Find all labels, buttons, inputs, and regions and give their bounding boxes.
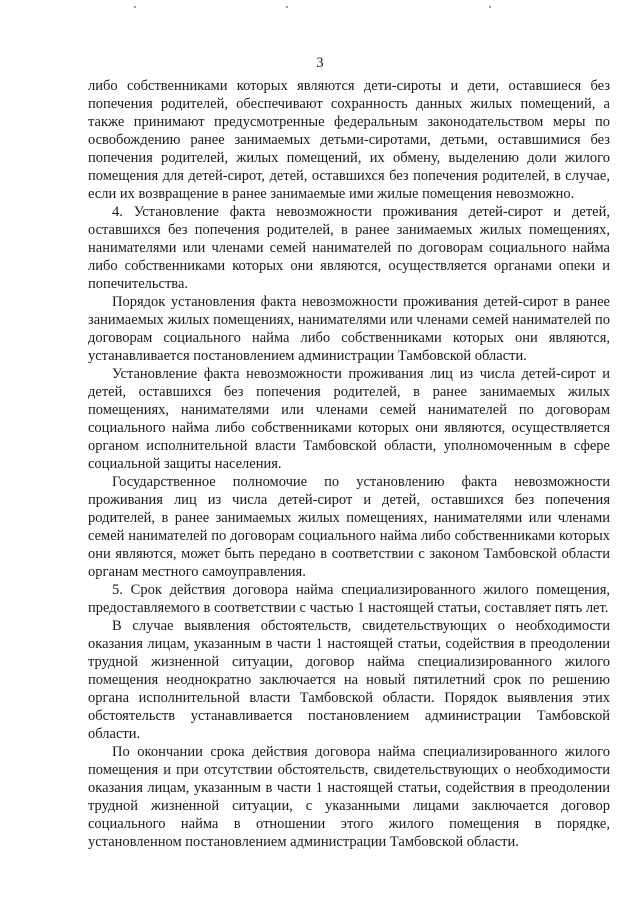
document-body xyxy=(88,77,610,851)
paragraph: По окончании срока действия договора найма специализированного жилого помещения и при отсутствии обстоятельств, свидетельствующих о необходимости оказания лицам, указанным в части 1 настоящей статьи, содействия в преодолении трудной жизненной ситуации, с указанными лицами заключается договор социального найма в отношении этого жилого помещения в порядке, установленном постановлением администрации Тамбовской области. xyxy=(88,744,610,850)
paragraph: Установление факта невозможности проживания лиц из числа детей-сирот и детей, оставшихся без попечения родителей, в ранее занимаемых жилых помещениях, нанимателями или членами семей нанимателей по договорам социального найма либо собственниками которых они являются, осуществляется органом исполнительной власти Тамбовской области, уполномоченным в сфере социальной защиты населения. xyxy=(88,366,610,472)
paragraph: Порядок установления факта невозможности проживания детей-сирот в ранее занимаемых жилых помещениях, нанимателями или членами семей нанимателей по договорам социального найма либо собственниками которых они являются, устанавливается постановлением администрации Тамбовской области. xyxy=(88,294,610,364)
paragraph: Государственное полномочие по установлению факта невозможности проживания лиц из числа детей-сирот и детей, оставшихся без попечения родителей, в ранее занимаемых жилых помещениях, нанимателями или членами семей нанимателей по договорам социального найма либо собственниками которых они являются, может быть передано в соответствии с законом Тамбовской области органам местного самоуправления. xyxy=(88,474,610,580)
scan-speck xyxy=(134,6,136,8)
paragraph-item-4: 4. Установление факта невозможности проживания детей-сирот и детей, оставшихся без попечения родителей, в ранее занимаемых жилых помещениях, нанимателями или членами семей нанимателей по договорам социального найма либо собственниками которых они являются, осуществляется органами опеки и попечительства. xyxy=(88,204,610,292)
scan-specks xyxy=(0,0,640,20)
paragraph-continuation: либо собственниками которых являются дети-сироты и дети, оставшиеся без попечения родителей, обеспечивают сохранность данных жилых помещений, а также принимают предусмотренные федеральным законодательством меры по освобождению ранее занимаемых детьми-сиротами, детьми, оставшимися без попечения родителей, жилых помещений, их обмену, выделению доли жилого помещения для детей-сирот, детей, оставшихся без попечения родителей, в случае, если их возвращение в ранее занимаемые ими жилые помещения невозможно. xyxy=(88,78,610,202)
scan-speck xyxy=(286,6,288,8)
page-number: 3 xyxy=(316,55,324,71)
paragraph: В случае выявления обстоятельств, свидетельствующих о необходимости оказания лицам, указанным в части 1 настоящей статьи, содействия в преодолении трудной жизненной ситуации, договор найма специализированного жилого помещения неоднократно заключается на новый пятилетний срок по решению органа исполнительной власти Тамбовской области. Порядок выявления этих обстоятельств устанавливается постановлением администрации Тамбовской области. xyxy=(88,618,610,742)
scan-speck xyxy=(489,6,491,8)
paragraph-item-5: 5. Срок действия договора найма специализированного жилого помещения, предоставляемого в соответствии с частью 1 настоящей статьи, составляет пять лет. xyxy=(88,582,610,616)
